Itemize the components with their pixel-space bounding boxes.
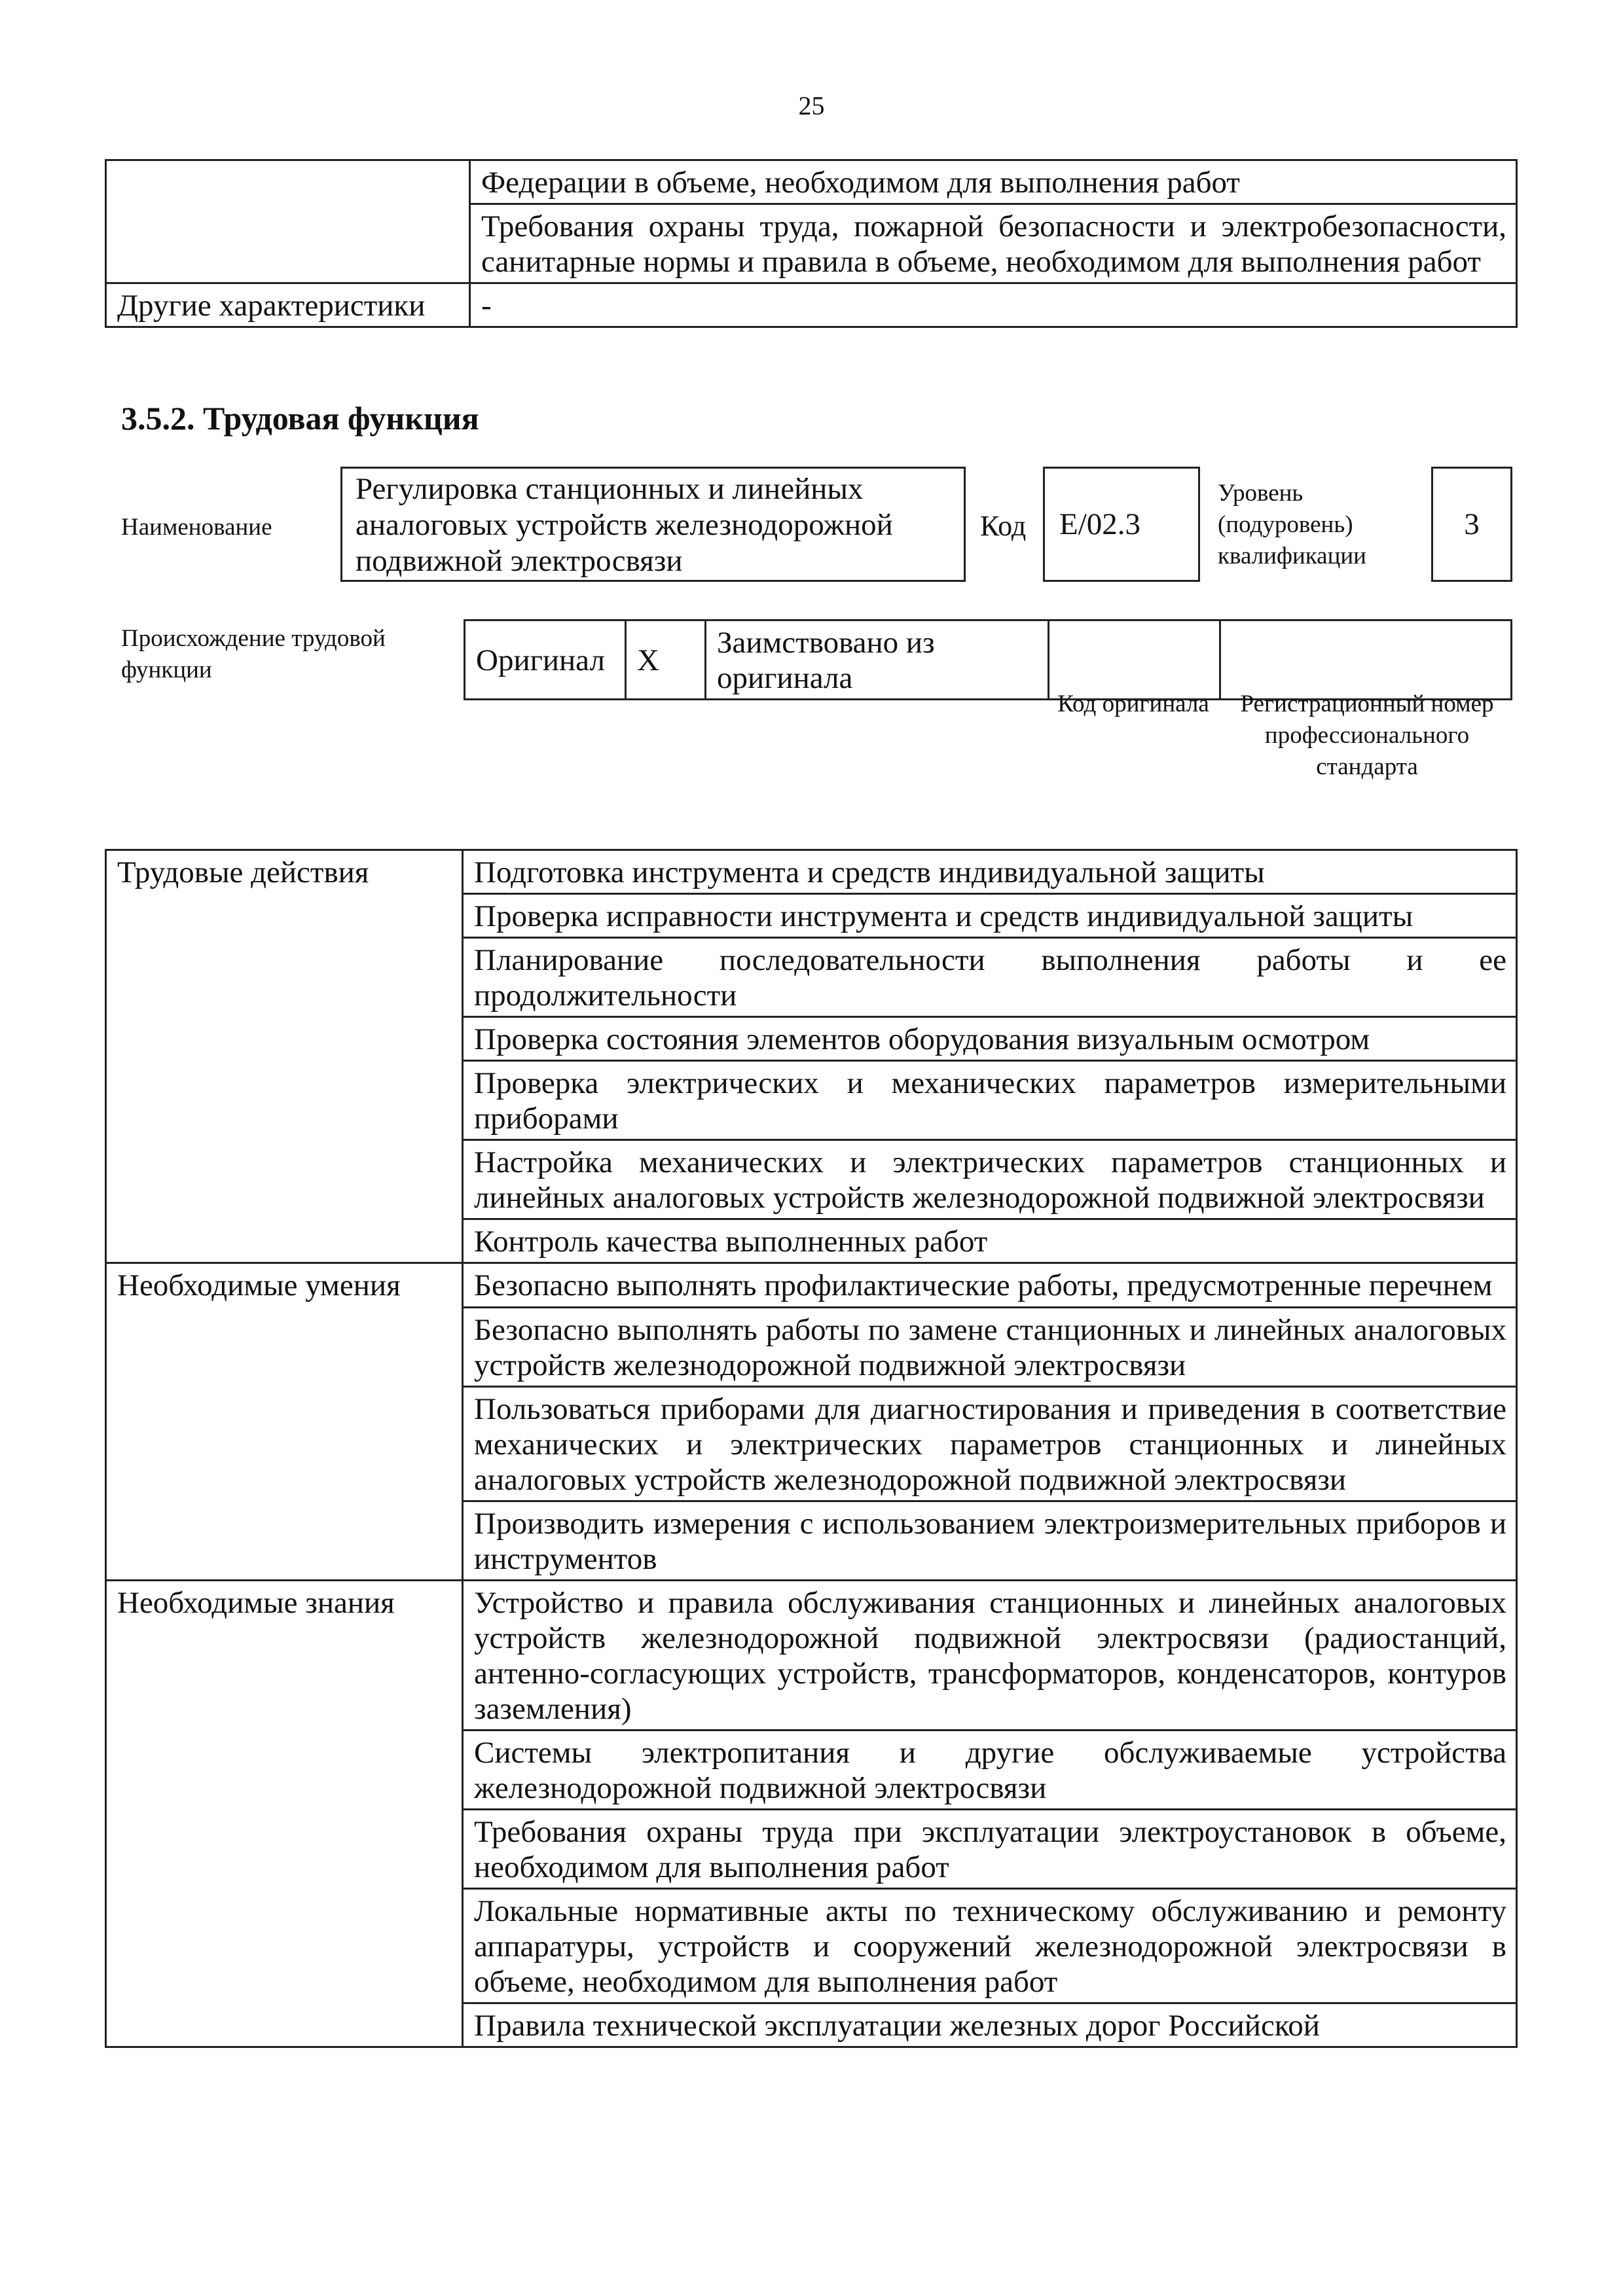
table-row — [106, 850, 1517, 894]
section-item: Проверка исправности инструмента и средств индивидуальной защиты — [463, 894, 1517, 938]
reg-caption: Регистрационный номер профессионального стандарта — [1240, 691, 1494, 781]
section-item: Производить измерения с использованием электроизмерительных приборов и инструментов — [463, 1501, 1517, 1580]
section-label: Необходимые знания — [106, 1580, 463, 2047]
name-value: Регулировка станционных и линейных аналоговых устройств железнодорожной подвижной электросвязи — [356, 472, 893, 578]
section-title: 3.5.2. Трудовая функция — [121, 400, 479, 437]
level-label: Уровень (подуровень) квалификации — [1218, 480, 1366, 570]
level-value: 3 — [1464, 507, 1480, 541]
main-table — [105, 849, 1518, 2048]
name-label: Наименование — [121, 514, 272, 541]
section-item: Безопасно выполнять профилактические работы, предусмотренные перечнем — [463, 1263, 1517, 1307]
original-code-cell — [1049, 620, 1220, 700]
section-item: Пользоваться приборами для диагностирования и приведения в соответствие механических и электрических параметров станционных и линейных аналоговых устройств железнодорожной подвижной электросвязи — [463, 1386, 1517, 1501]
section-item: Устройство и правила обслуживания станционных и линейных аналоговых устройств железнодорожной подвижной электросвязи (радиостанций, антенно-согласующих устройств, трансформаторов, конденсаторов, контуров заземления) — [463, 1580, 1517, 1730]
section-label: Трудовые действия — [106, 850, 463, 1263]
other-characteristics-label: Другие характеристики — [106, 283, 470, 327]
code-label: Код — [980, 510, 1027, 542]
section-item: Системы электропитания и другие обслуживаемые устройства железнодорожной подвижной электросвязи — [463, 1731, 1517, 1810]
section-item: Проверка состояния элементов оборудования визуальным осмотром — [463, 1017, 1517, 1061]
section-item: Локальные нормативные акты по техническому обслуживанию и ремонту аппаратуры, устройств и сооружений железнодорожной электросвязи в объеме, необходимом для выполнения работ — [463, 1889, 1517, 2003]
section-item: Настройка механических и электрических параметров станционных и линейных аналоговых устройств железнодорожной подвижной электросвязи — [463, 1140, 1517, 1219]
section-item: Проверка электрических и механических параметров измерительными приборами — [463, 1061, 1517, 1140]
table-row — [465, 620, 1512, 700]
requirement-text: Требования охраны труда, пожарной безопасности и электробезопасности, санитарные нормы и правила в объеме, необходимом для выполнения работ — [470, 204, 1517, 283]
section-item: Требования охраны труда при эксплуатации электроустановок в объеме, необходимом для выполнения работ — [463, 1810, 1517, 1889]
table-row — [106, 1580, 1517, 1730]
section-item: Контроль качества выполненных работ — [463, 1219, 1517, 1263]
table-row — [106, 160, 1517, 204]
original-mark: X — [626, 620, 706, 700]
table-row — [106, 283, 1517, 327]
code-box — [1043, 467, 1200, 582]
page-number: 25 — [798, 91, 825, 120]
section-item: Безопасно выполнять работы по замене станционных и линейных аналоговых устройств железнодорожной подвижной электросвязи — [463, 1307, 1517, 1386]
name-box — [340, 467, 966, 582]
continuation-table — [105, 159, 1518, 328]
table-row — [106, 1263, 1517, 1307]
origin-label: Происхождение трудовой функции — [121, 625, 386, 684]
requirement-text: Федерации в объеме, необходимом для выполнения работ — [470, 160, 1517, 204]
level-box — [1431, 467, 1512, 582]
section-label: Необходимые умения — [106, 1263, 463, 1580]
code-orig-caption: Код оригинала — [1057, 691, 1209, 717]
section-item: Планирование последовательности выполнения работы и ее продолжительности — [463, 938, 1517, 1017]
other-characteristics-value: - — [470, 283, 1517, 327]
original-label: Оригинал — [465, 620, 626, 700]
registration-number-cell — [1220, 620, 1512, 700]
empty-cell — [106, 160, 470, 283]
borrowed-label: Заимствовано из оригинала — [706, 620, 1049, 700]
code-value: E/02.3 — [1059, 507, 1141, 541]
section-item: Подготовка инструмента и средств индивидуальной защиты — [463, 850, 1517, 894]
section-item: Правила технической эксплуатации железных дорог Российской — [463, 2003, 1517, 2047]
